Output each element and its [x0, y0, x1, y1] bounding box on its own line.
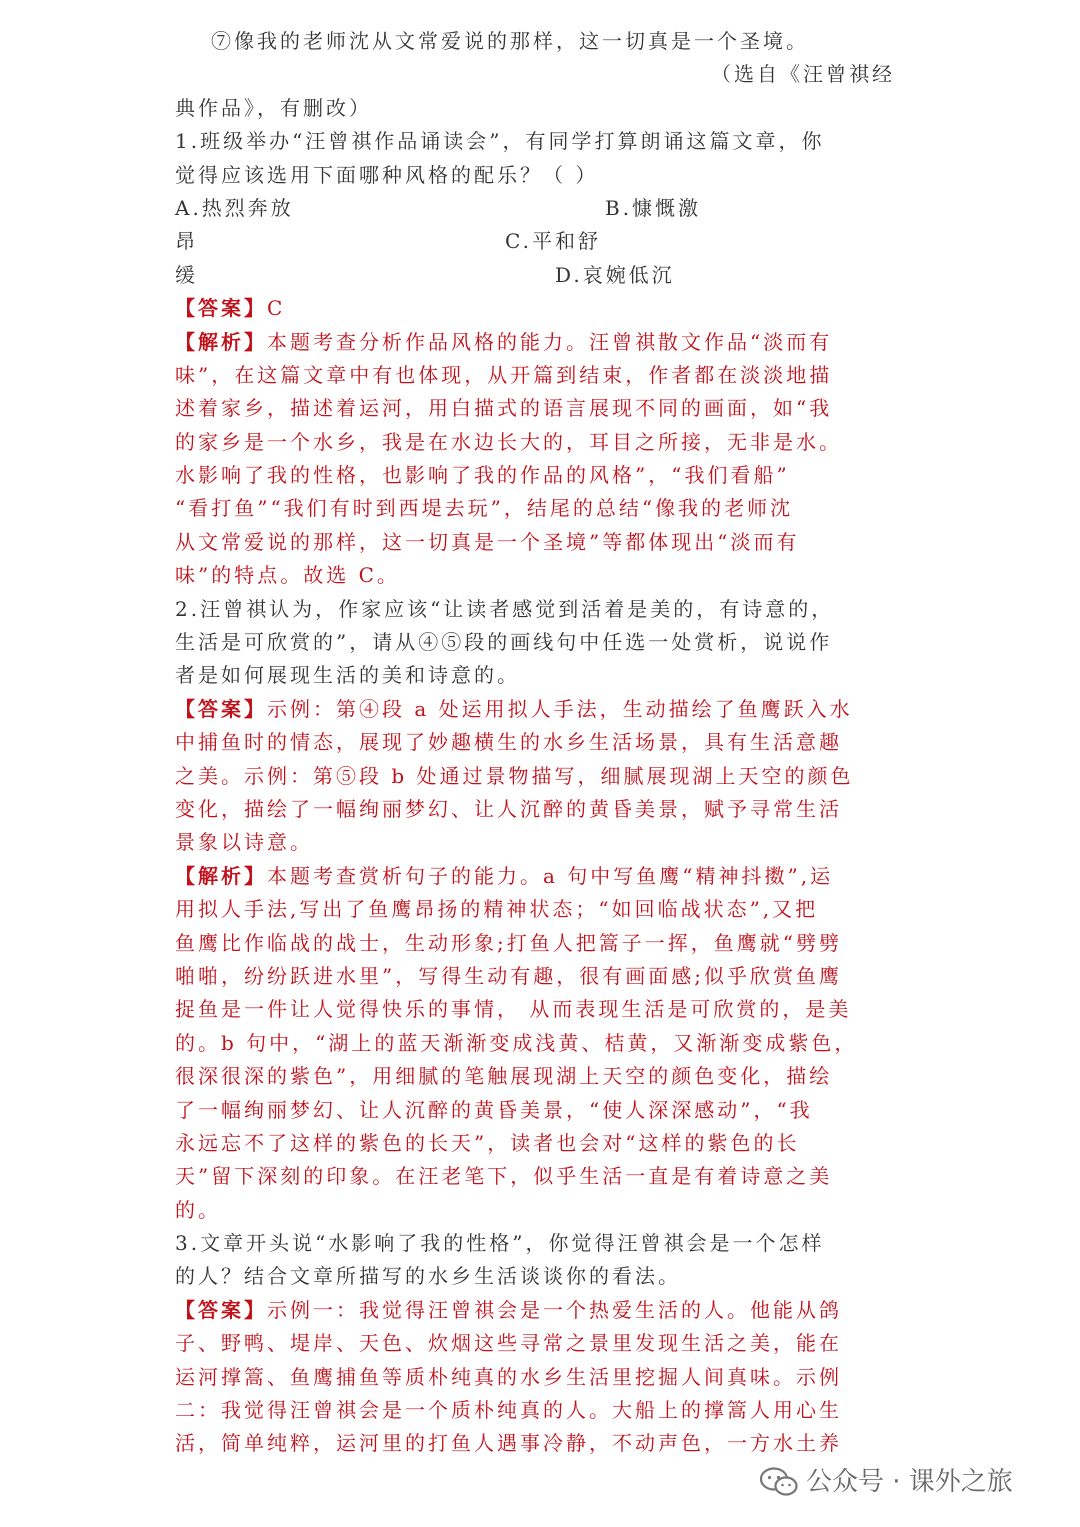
analysis-line: 从文常爱说的那样，这一切真是一个圣境”等都体现出“淡而有: [175, 529, 800, 554]
question-3-answer: [175, 1294, 895, 1327]
option-c-cont: 缓: [175, 262, 198, 287]
analysis-line: 啪啪，纷纷跃进水里”，写得生动有趣，很有画面感;似乎欣赏鱼鹰: [175, 963, 842, 988]
answer-text: C: [267, 296, 286, 321]
analysis-line: 述着家乡，描述着运河，用白描式的语言展现不同的画面，如“我: [175, 396, 833, 421]
source-note-cont: 典作品》，有删改）: [175, 95, 372, 120]
document-page: [175, 25, 895, 1461]
answer-line: 运河撑篙、鱼鹰捕鱼等质朴纯真的水乡生活里挖掘人间真味。示例: [175, 1364, 842, 1389]
watermark: [760, 1462, 1013, 1502]
watermark-text: 公众号 · 课外之旅: [806, 1467, 1013, 1497]
analysis-line: “看打鱼”“我们有时到西堤去玩”，结尾的总结“像我的老师沈: [175, 496, 794, 521]
answer-text: 示例：第④段 a 处运用拟人手法，生动描绘了鱼鹰跃入水: [267, 696, 853, 721]
analysis-line: 很深很深的紫色”，用细腻的笔触展现湖上天空的颜色变化，描绘: [175, 1064, 833, 1089]
option-a: A.热烈奔放: [175, 195, 294, 220]
analysis-line: 的。b 句中，“湖上的蓝天渐渐变成浅黄、桔黄，又渐渐变成紫色，: [175, 1030, 858, 1055]
answer-line: 子、野鸭、堤岸、天色、炊烟这些寻常之景里发现生活之美，能在: [175, 1331, 842, 1356]
question-2-stem: 2.汪曾祺认为，作家应该“让读者感觉到活着是美的，有诗意的，: [175, 596, 835, 621]
question-3-stem-cont: 的人？结合文章所描写的水乡生活谈谈你的看法。: [175, 1264, 681, 1289]
question-1-stem-cont: 觉得应该选用下面哪种风格的配乐？（ ）: [175, 162, 599, 187]
analysis-line: 的家乡是一个水乡，我是在水边长大的，耳目之所接，无非是水。: [175, 429, 842, 454]
passage-paragraph-7: ⑦像我的老师沈从文常爱说的那样，这一切真是一个圣境。: [211, 29, 809, 53]
answer-line: 之美。示例：第⑤段 b 处通过景物描写，细腻展现湖上天空的颜色: [175, 763, 854, 788]
answer-line: 景象以诗意。: [175, 830, 313, 855]
answer-line: 活，简单纯粹，运河里的打鱼人遇事冷静，不动声色，一方水土养: [175, 1431, 842, 1456]
analysis-line: 了一幅绚丽梦幻、让人沉醉的黄昏美景，“使人深深感动”，“我: [175, 1097, 813, 1122]
option-b-cont: 昂: [175, 229, 198, 254]
answer-label: 【答案】: [175, 1297, 267, 1322]
question-2-answer: [175, 693, 895, 726]
answer-text: 示例一：我觉得汪曾祺会是一个热爱生活的人。他能从鸽: [267, 1297, 842, 1322]
analysis-line: 鱼鹰比作临战的战士，生动形象;打鱼人把篙子一挥，鱼鹰就“劈劈: [175, 930, 842, 955]
answer-line: 二：我觉得汪曾祺会是一个质朴纯真的人。大船上的撑篙人用心生: [175, 1398, 842, 1423]
analysis-line: 永远忘不了这样的紫色的长天”，读者也会对“这样的紫色的长: [175, 1130, 800, 1155]
option-d: D.哀婉低沉: [555, 262, 675, 287]
question-1-options-row-1: [175, 192, 895, 225]
question-1-answer: [175, 292, 895, 325]
analysis-line: 味”的特点。故选 C。: [175, 563, 400, 588]
question-2-analysis: [175, 860, 895, 893]
analysis-line: 用拟人手法,写出了鱼鹰昂扬的精神状态；“如回临战状态”,又把: [175, 897, 819, 922]
analysis-line: 的。: [175, 1197, 221, 1222]
analysis-line: 捉鱼是一件让人觉得快乐的事情， 从而表现生活是可欣赏的，是美: [175, 997, 852, 1022]
question-1-options-row-2: [175, 225, 895, 258]
analysis-label: 【解析】: [175, 863, 267, 888]
analysis-line: 味”，在这篇文章中有也体现，从开篇到结束，作者都在淡淡地描: [175, 362, 833, 387]
option-c: C.平和舒: [505, 229, 601, 254]
answer-line: 变化，描绘了一幅绚丽梦幻、让人沉醉的黄昏美景，赋予寻常生活: [175, 796, 842, 821]
analysis-line: 天”留下深刻的印象。在汪老笔下，似乎生活一直是有着诗意之美: [175, 1164, 833, 1189]
wechat-icon: [760, 1467, 798, 1497]
analysis-text: 本题考查赏析句子的能力。a 句中写鱼鹰“精神抖擞”,运: [267, 863, 834, 888]
question-1-analysis: [175, 326, 895, 359]
answer-label: 【答案】: [175, 296, 267, 321]
option-b: B.慷慨激: [605, 195, 702, 220]
source-note: （选自《汪曾祺经: [711, 62, 895, 87]
analysis-label: 【解析】: [175, 329, 267, 354]
question-2-stem-cont: 者是如何展现生活的美和诗意的。: [175, 663, 520, 688]
question-3-stem: 3.文章开头说“水影响了我的性格”，你觉得汪曾祺会是一个怎样: [175, 1231, 825, 1256]
analysis-text: 本题考查分析作品风格的能力。汪曾祺散文作品“淡而有: [267, 329, 833, 354]
answer-label: 【答案】: [175, 696, 267, 721]
answer-line: 中捕鱼时的情态，展现了妙趣横生的水乡生活场景，具有生活意趣: [175, 730, 842, 755]
question-2-stem-cont: 生活是可欣赏的”，请从④⑤段的画线句中任选一处赏析，说说作: [175, 630, 833, 655]
analysis-line: 水影响了我的性格，也影响了我的作品的风格”，“我们看船”: [175, 463, 790, 488]
question-1-stem: 1.班级举办“汪曾祺作品诵读会”，有同学打算朗诵这篇文章，你: [175, 129, 825, 154]
question-1-options-row-3: [175, 259, 895, 292]
